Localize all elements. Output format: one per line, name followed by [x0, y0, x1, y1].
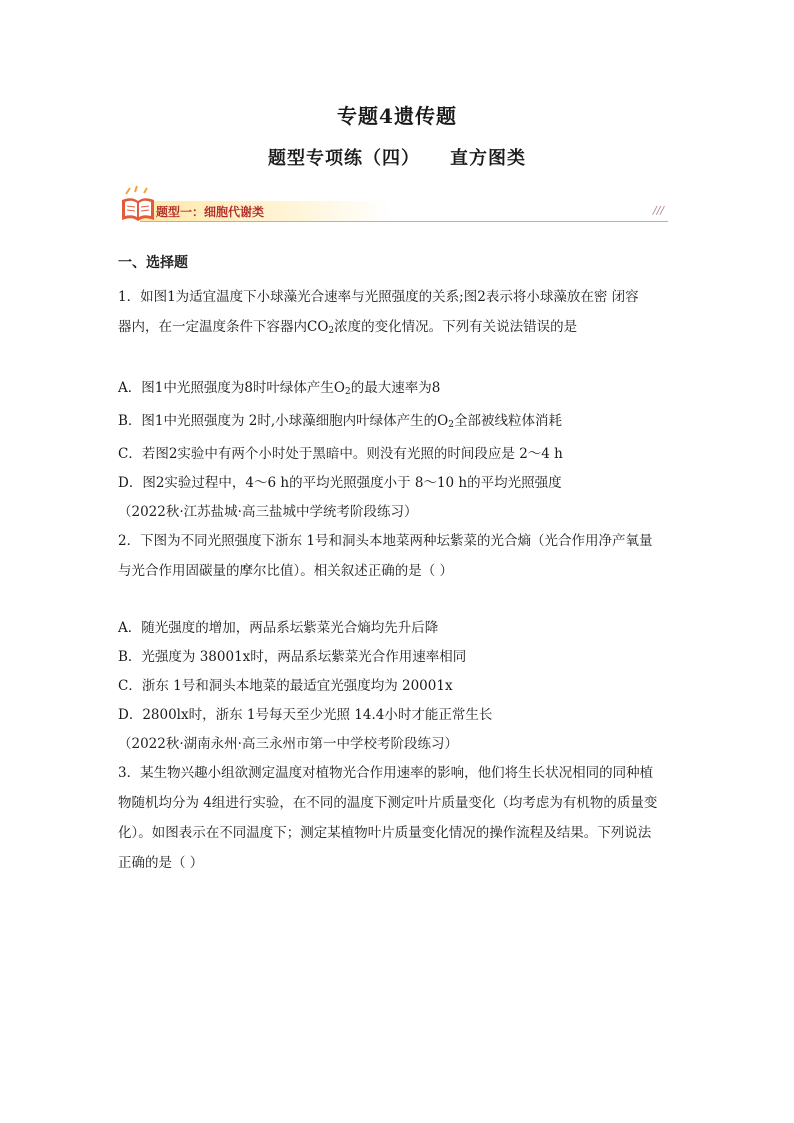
q3-stem-line2: 物随机均分为 4组进行实验，在不同的温度下测定叶片质量变化（均考虑为有机物的质量变: [118, 795, 658, 812]
q3-source: （2022秋·湖南永州·高三永州市第一中学校考阶段练习）: [118, 736, 458, 753]
q2-option-b: B．光强度为 38001x时，两品系坛紫菜光合作用速率相同: [118, 649, 467, 666]
section-banner: [118, 184, 670, 224]
q2-source: （2022秋·江苏盐城·高三盐城中学统考阶段练习）: [118, 504, 418, 521]
banner-slashes: ///: [652, 204, 664, 217]
q1-stem-line2-text: 器内，在一定温度条件下容器内CO: [118, 319, 329, 336]
questions-content: [118, 252, 680, 878]
book-icon: [118, 184, 158, 224]
q2-option-d: D．2800lx时，浙东 1号每天至少光照 14.4小时才能正常生长: [118, 707, 493, 724]
document-subtitle: [0, 144, 794, 170]
q3-stem-line4: 正确的是（ ）: [118, 855, 204, 872]
q1-option-a-tail: 的最大速率为8: [350, 380, 441, 397]
q2-stem-line2: 与光合作用固碳量的摩尔比值）。相关叙述正确的是（ ）: [118, 563, 454, 580]
q1-option-a-subscript: 2: [345, 387, 351, 398]
subtitle-left: 题型专项练（四）: [268, 148, 420, 169]
q2-option-a: A．随光强度的增加，两品系坛紫菜光合熵均先升后降: [118, 620, 439, 637]
q1-option-d: D．图2实验过程中，4～6 h的平均光照强度小于 8～10 h的平均光照强度: [118, 475, 562, 492]
document-title: 专题4遗传题: [337, 104, 457, 128]
q1-option-b-tail: 全部被线粒体消耗: [453, 413, 562, 430]
q1-co2-subscript: 2: [328, 326, 335, 337]
q1-option-b-text: B．图1中光照强度为 2时,小球藻细胞内叶绿体产生的O: [118, 413, 449, 430]
q3-stem-line1: 3．某生物兴趣小组欲测定温度对植物光合作用速率的影响，他们将生长状况相同的同种植: [118, 765, 654, 782]
q2-stem-line1: 2．下图为不同光照强度下浙东 1号和洞头本地菜两种坛紫菜的光合熵（光合作用净产氧量: [118, 533, 653, 550]
section-heading: 一、选择题: [118, 255, 188, 271]
banner-rule: [140, 221, 668, 222]
q1-option-a-text: A．图1中光照强度为8时叶绿体产生O: [118, 380, 345, 397]
q1-stem-line2-tail: 浓度的变化情况。下列有关说法错误的是: [334, 319, 578, 336]
q2-option-c: C．浙东 1号和洞头本地菜的最适宜光强度均为 20001x: [118, 678, 453, 695]
q3-stem-line3: 化）。如图表示在不同温度下；测定某植物叶片质量变化情况的操作流程及结果。下列说法: [118, 825, 652, 842]
subtitle-right: 直方图类: [450, 148, 526, 169]
q1-option-b: [118, 407, 680, 440]
banner-label: 题型一：细胞代谢类: [156, 205, 265, 219]
q1-stem-line1: 1．如图1为适宜温度下小球藻光合速率与光照强度的关系;图2表示将小球藻放在密 闭容: [118, 289, 639, 306]
q1-option-c: C．若图2实验中有两个小时处于黑暗中。则没有光照的时间段应是 2～4 h: [118, 446, 563, 463]
q1-option-b-subscript: 2: [448, 420, 454, 431]
q1-option-a: [118, 374, 680, 407]
q1-stem-line2: [118, 312, 680, 346]
